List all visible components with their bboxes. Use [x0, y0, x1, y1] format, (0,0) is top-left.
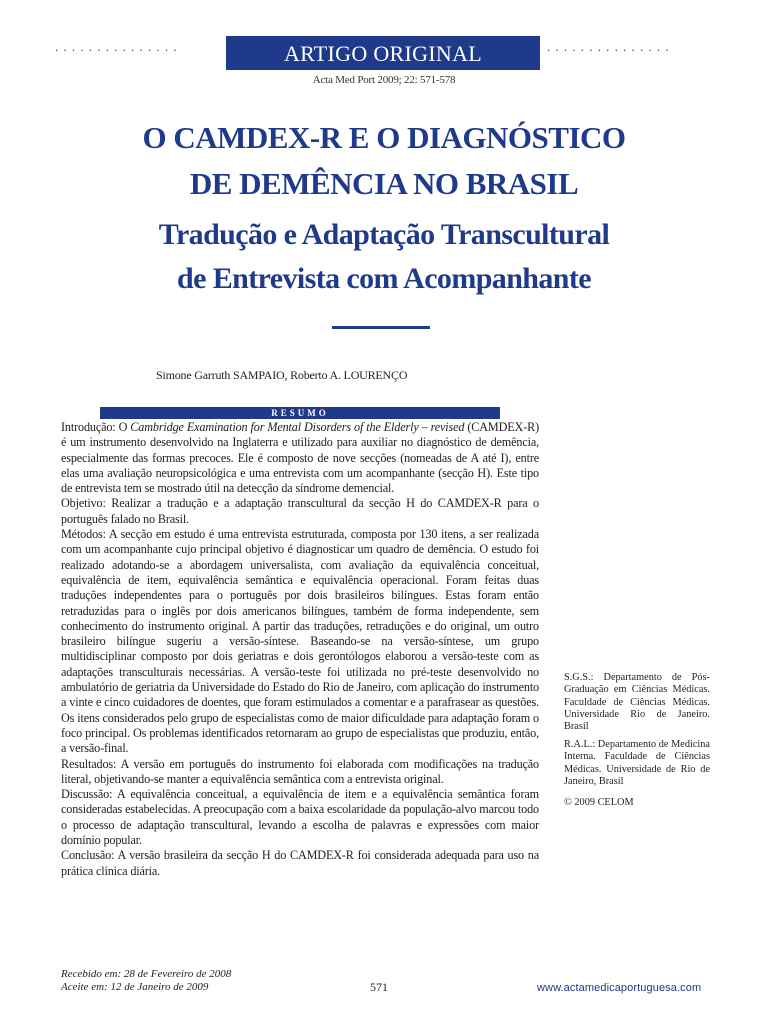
accepted-date: Aceite em: 12 de Janeiro de 2009	[61, 981, 209, 993]
abstract-introducao	[61, 420, 539, 496]
authors: Simone Garruth SAMPAIO, Roberto A. LOURENÇO	[156, 368, 408, 382]
section-label: ARTIGO ORIGINAL	[226, 36, 540, 70]
submission-dates	[61, 968, 231, 994]
page-number: 571	[370, 980, 388, 994]
abstract-metodos: Métodos: A secção em estudo é uma entrevista estruturada, composta por 130 itens, a ser realizada com um acompanhante cujo principal objetivo é diagnosticar um quadro de demência. O estudo foi realizado adotando-se a abordagem universalista, com avaliação da equivalência conceitual, equivalência de item, equivalência semântica e equivalência operacional. Foram feitas duas traduções independentes para o português por dois brasileiros bilíngues. Estas foram então retraduzidas para o inglês por dois americanos bilíngues, também de forma independente, sem conhecimento do instrumento original. A partir das traduções, retraduções e do original, um outro brasileiro bilíngue sugeriu a versão-síntese. Baseando-se na versão-síntese, um grupo multidisciplinar composto por dois geriatras e dois gerontólogos elaborou a versão-teste com as adaptações transculturais necessárias. A versão-teste foi utilizada no pré-teste desenvolvido no ambulatório de geriatria da Universidade do Estado do Rio de Janeiro, com aplicação do instrumento a vinte e cinco cuidadores de doentes, que foram estimulados a comentar e a parafrasear as questões. Os itens considerados pelo grupo de especialistas como de maior dificuldade para adaptação foram o foco principal. Os problemas identificados retornaram ao grupo de especialistas que produziu, então, a versão-final.	[61, 527, 539, 756]
intro-italic-title: Cambridge Examination for Mental Disorders of the Elderly – revised	[130, 420, 465, 434]
affiliation-sgs: S.G.S.: Departamento de Pós-Graduação em Ciências Médicas. Faculdade de Ciências Médicas. Universidade Rio de Janeiro. Brasil	[564, 672, 710, 733]
abstract-resultados: Resultados: A versão em português do instrumento foi elaborada com modificações na tradução literal, objetivando-se manter a equivalência semântica com a entrevista original.	[61, 756, 539, 786]
abstract	[61, 420, 539, 879]
resumo-heading: RESUMO	[100, 407, 500, 419]
header-dots-right: ...............	[547, 40, 674, 54]
intro-text: (CAMDEX-R) é um instrumento desenvolvido na Inglaterra e utilizado para auxiliar no diagnóstico de demência, especialmente das formas precoces. Ele é composto de nove secções (nomeadas de A até I), entre elas uma avaliação neuropsicológica e uma entrevista com um acompanhante (secção H). Este tipo de entrevista tem se mostrado útil na detecção da síndrome demencial.	[61, 420, 539, 496]
article-title-line1: O CAMDEX-R E O DIAGNÓSTICO	[142, 120, 626, 155]
abstract-objetivo: Objetivo: Realizar a tradução e a adaptação transcultural da secção H do CAMDEX-R para o português falado no Brasil.	[61, 496, 539, 526]
affiliation-ral: R.A.L.: Departamento de Medicina Interna. Faculdade de Ciências Médicas. Universidade de Rio de Janeiro, Brasil	[564, 739, 710, 787]
journal-citation: Acta Med Port 2009; 22: 571-578	[312, 74, 456, 86]
header-dots-left: ...............	[55, 40, 182, 54]
received-date: Recebido em: 28 de Fevereiro de 2008	[61, 968, 232, 980]
copyright: © 2009 CELOM	[564, 797, 634, 808]
title-divider	[332, 326, 430, 329]
article-subtitle-line2: de Entrevista com Acompanhante	[177, 262, 591, 295]
abstract-conclusao: Conclusão: A versão brasileira da secção H do CAMDEX-R foi considerada adequada para uso na prática clínica diária.	[61, 848, 539, 878]
abstract-discussao: Discussão: A equivalência conceitual, a equivalência de item e a equivalência semântica foram consideradas estabelecidas. A preocupação com a baixa escolaridade da população-alvo marcou todo o processo de adaptação transcultural, levando a escolha de palavras e expressões com maior domínio popular.	[61, 787, 539, 848]
website-link[interactable]: www.actamedicaportuguesa.com	[537, 982, 702, 994]
intro-label: Introdução: O	[61, 420, 131, 434]
article-title-line2: DE DEMÊNCIA NO BRASIL	[189, 166, 579, 201]
article-subtitle-line1: Tradução e Adaptação Transcultural	[158, 218, 610, 251]
